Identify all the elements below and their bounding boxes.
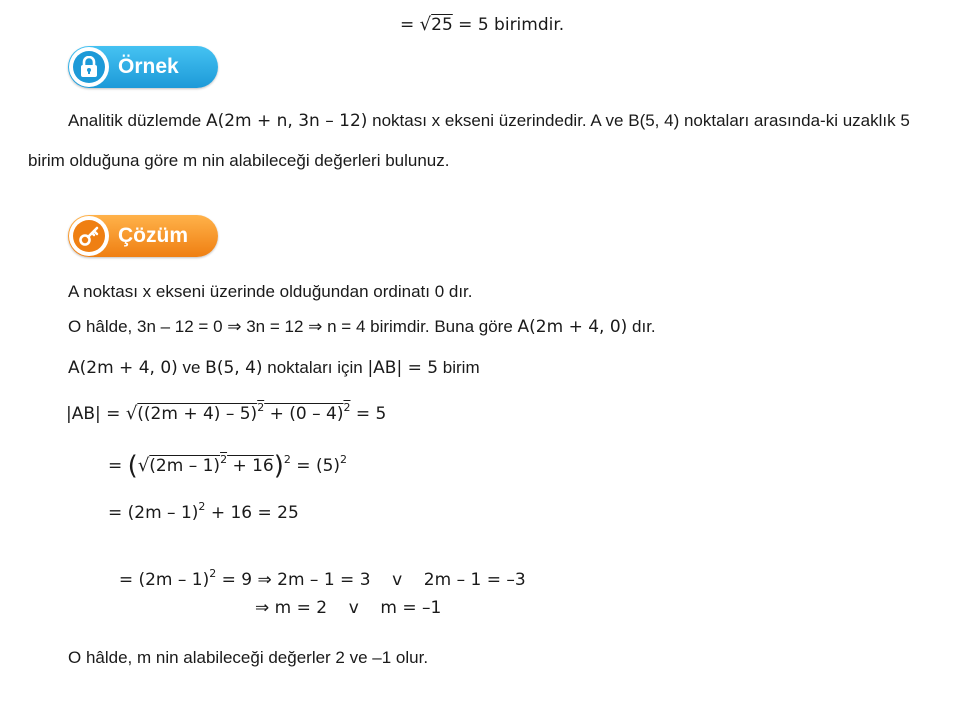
lock-icon bbox=[73, 51, 105, 83]
distance-expression: |AB| = 5 bbox=[367, 358, 439, 378]
eq-rhs: = 5 bbox=[350, 404, 387, 424]
result-text: = 5 birimdir. bbox=[452, 15, 565, 35]
open-paren: ( bbox=[127, 451, 138, 481]
previous-result-line bbox=[400, 14, 564, 35]
square-root-symbol: √ bbox=[419, 14, 432, 35]
problem-text-part: noktası x ekseni üzerindedir. A ve B(5, 4) noktaları arasında-ki uzaklık 5 birim olduğuna göre m nin alabileceği değerleri bulunuz. bbox=[28, 111, 910, 170]
equals-sign: = bbox=[400, 15, 420, 35]
exponent: 2 bbox=[209, 567, 217, 580]
point-b-expression: B(5, 4) bbox=[205, 358, 263, 378]
eq-lhs: = (2m – 1) bbox=[108, 503, 199, 523]
equation-3 bbox=[108, 500, 299, 523]
radicand-part: (2m – 1) bbox=[149, 456, 221, 476]
exponent: 2 bbox=[283, 453, 291, 466]
eq-rhs: = (5) bbox=[290, 456, 341, 476]
radicand: 25 bbox=[431, 15, 453, 35]
example-label: Örnek bbox=[118, 55, 179, 78]
square-root-symbol: √ bbox=[137, 455, 150, 476]
solution-text-part: noktaları için bbox=[262, 358, 368, 377]
solution-badge bbox=[68, 215, 218, 257]
solution-text-part: dır. bbox=[627, 317, 656, 336]
exponent: 2 bbox=[340, 453, 348, 466]
solution-line-1: A noktası x ekseni üzerinde olduğundan ordinatı 0 dır. bbox=[68, 282, 473, 301]
eq-lhs: = (2m – 1) bbox=[118, 570, 210, 590]
radicand bbox=[137, 401, 351, 424]
radicand bbox=[149, 453, 274, 476]
eq-lhs: = bbox=[108, 456, 128, 476]
solution-icon-ring bbox=[69, 216, 109, 256]
problem-text bbox=[28, 101, 928, 181]
equation-1 bbox=[66, 403, 386, 424]
point-a-expression: A(2m + n, 3n – 12) bbox=[205, 111, 368, 131]
example-icon-ring bbox=[69, 47, 109, 87]
eq-lhs: |AB| = bbox=[66, 404, 126, 424]
exponent: 2 bbox=[343, 401, 351, 414]
point-a-expression: A(2m + 4, 0) bbox=[68, 358, 178, 378]
solution-text-part: birim bbox=[438, 358, 480, 377]
radicand-part: + (0 – 4) bbox=[264, 404, 344, 424]
solution-line-2 bbox=[68, 317, 656, 337]
solution-text-part: ve bbox=[177, 358, 206, 377]
close-paren: ) bbox=[273, 451, 284, 481]
radicand-part: ((2m + 4) – 5) bbox=[137, 404, 258, 424]
key-icon bbox=[73, 220, 105, 252]
exponent: 2 bbox=[257, 401, 265, 414]
solution-text-part: O hâlde, 3n – 12 = 0 ⇒ 3n = 12 ⇒ n = 4 birimdir. Buna göre bbox=[68, 317, 518, 336]
conclusion-line: O hâlde, m nin alabileceği değerler 2 ve –1 olur. bbox=[68, 648, 429, 667]
equation-5: ⇒ m = 2 v m = –1 bbox=[255, 598, 442, 618]
radicand-part: + 16 bbox=[227, 456, 274, 476]
equation-2 bbox=[108, 451, 348, 481]
example-badge bbox=[68, 46, 218, 88]
solution-line-3 bbox=[68, 358, 480, 378]
equation-4 bbox=[108, 550, 526, 590]
eq-rhs: = 9 ⇒ 2m – 1 = 3 v 2m – 1 = –3 bbox=[216, 570, 526, 590]
point-a-expression: A(2m + 4, 0) bbox=[517, 317, 628, 337]
square-root-symbol: √ bbox=[125, 403, 138, 424]
eq-rhs: + 16 = 25 bbox=[205, 503, 299, 523]
solution-label: Çözüm bbox=[118, 224, 188, 247]
problem-text-part: Analitik düzlemde bbox=[68, 111, 206, 130]
exponent: 2 bbox=[198, 500, 206, 513]
exponent: 2 bbox=[220, 453, 228, 466]
